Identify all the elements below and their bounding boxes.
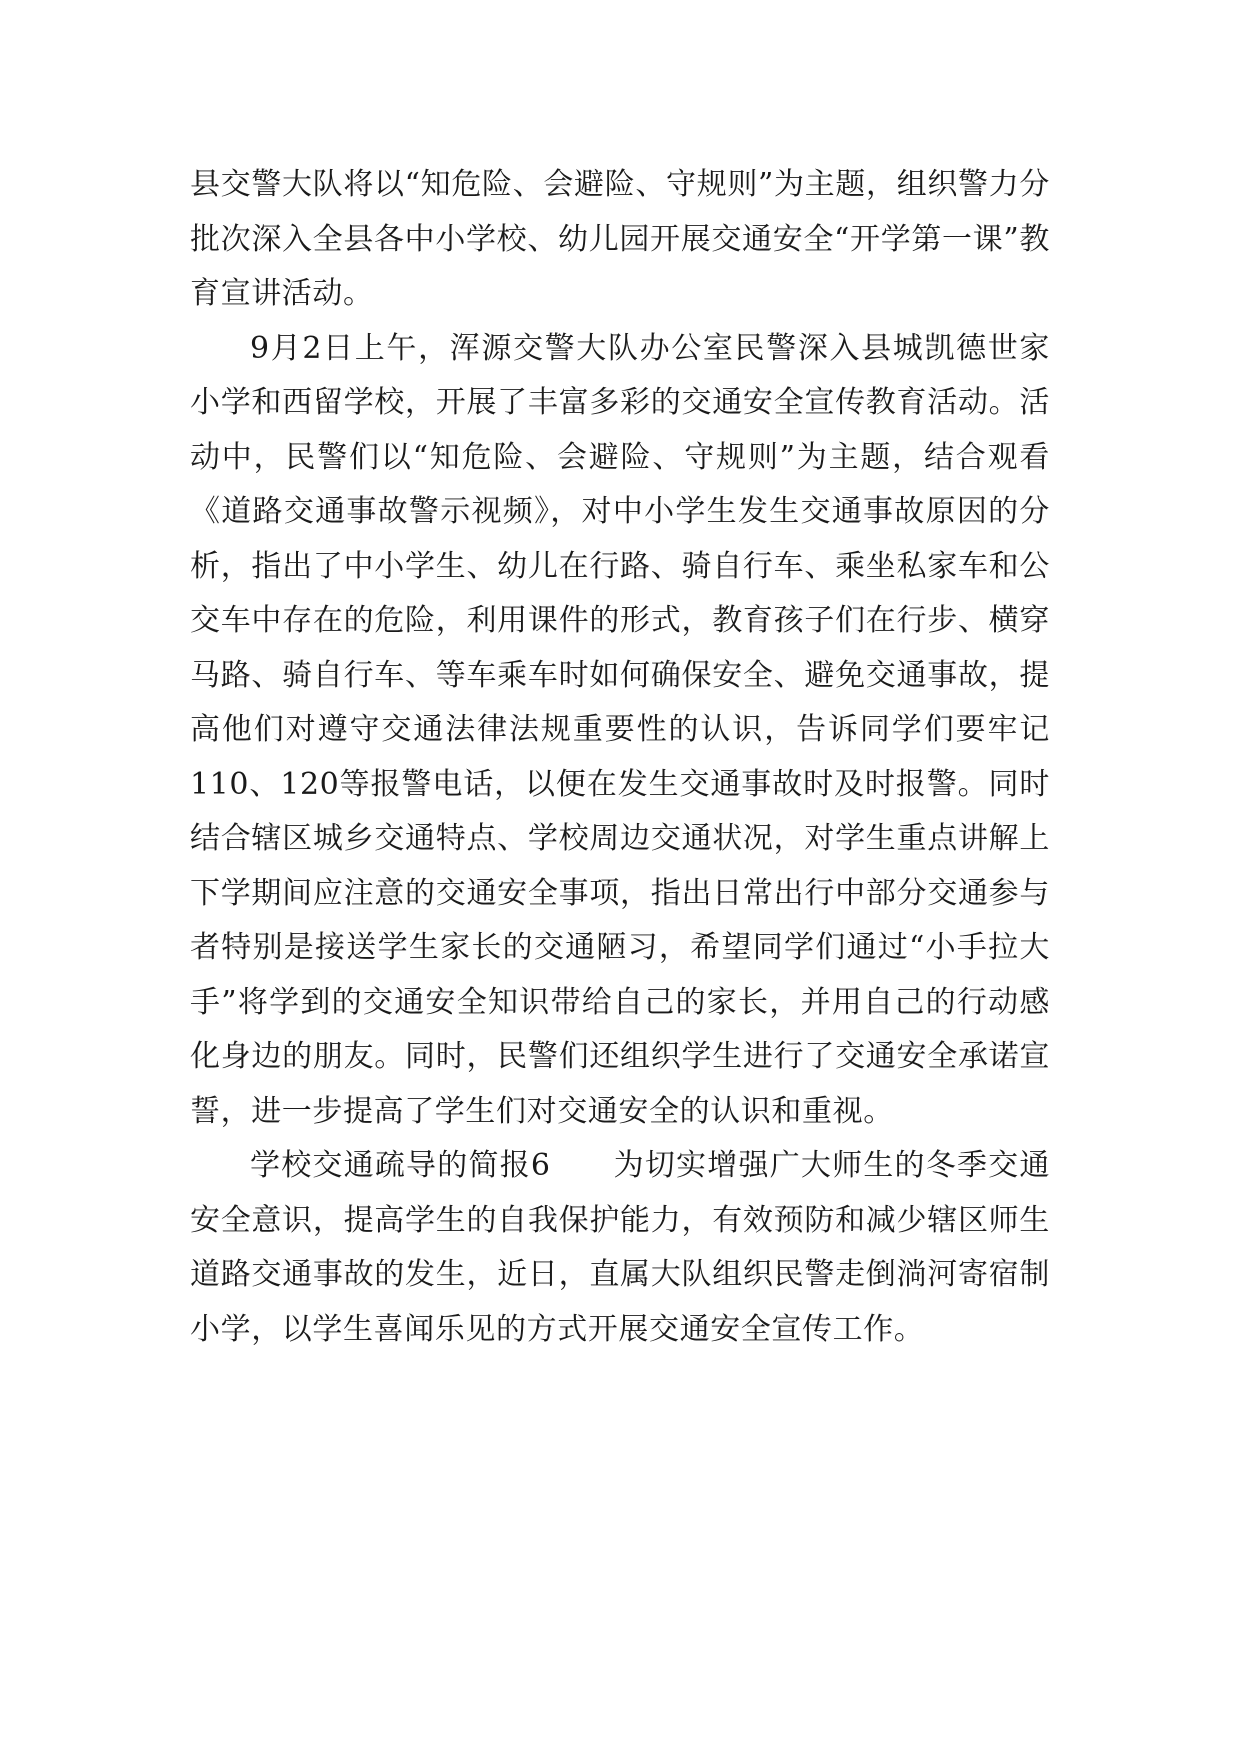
paragraph-3: 学校交通疏导的简报6 为切实增强广大师生的冬季交通安全意识，提高学生的自我保护能力，有效预防和减少辖区师生道路交通事故的发生，近日，直属大队组织民警走倒淌河寄宿制小学，以学生喜闻乐见的方式开展交通安全宣传工作。: [190, 1148, 1050, 1347]
paragraph-2: 9月2日上午，浑源交警大队办公室民警深入县城凯德世家小学和西留学校，开展了丰富多彩的交通安全宣传教育活动。活动中，民警们以“知危险、会避险、守规则”为主题，结合观看《道路交通事故警示视频》，对中小学生发生交通事故原因的分析，指出了中小学生、幼儿在行路、骑自行车、乘坐私家车和公交车中存在的危险，利用课件的形式，教育孩子们在行步、横穿马路、骑自行车、等车乘车时如何确保安全、避免交通事故，提高他们对遵守交通法律法规重要性的认识，告诉同学们要牢记110、120等报警电话，以便在发生交通事故时及时报警。同时结合辖区城乡交通特点、学校周边交通状况，对学生重点讲解上下学期间应注意的交通安全事项，指出日常出行中部分交通参与者特别是接送学生家长的交通陋习，希望同学们通过“小手拉大手”将学到的交通安全知识带给自己的家长，并用自己的行动感化身边的朋友。同时，民警们还组织学生进行了交通安全承诺宣誓，进一步提高了学生们对交通安全的认识和重视。: [190, 330, 1050, 1129]
paragraph-1: 县交警大队将以“知危险、会避险、守规则”为主题，组织警力分批次深入全县各中小学校、幼儿园开展交通安全“开学第一课”教育宣讲活动。: [190, 167, 1050, 311]
document-body: [190, 158, 1050, 1357]
